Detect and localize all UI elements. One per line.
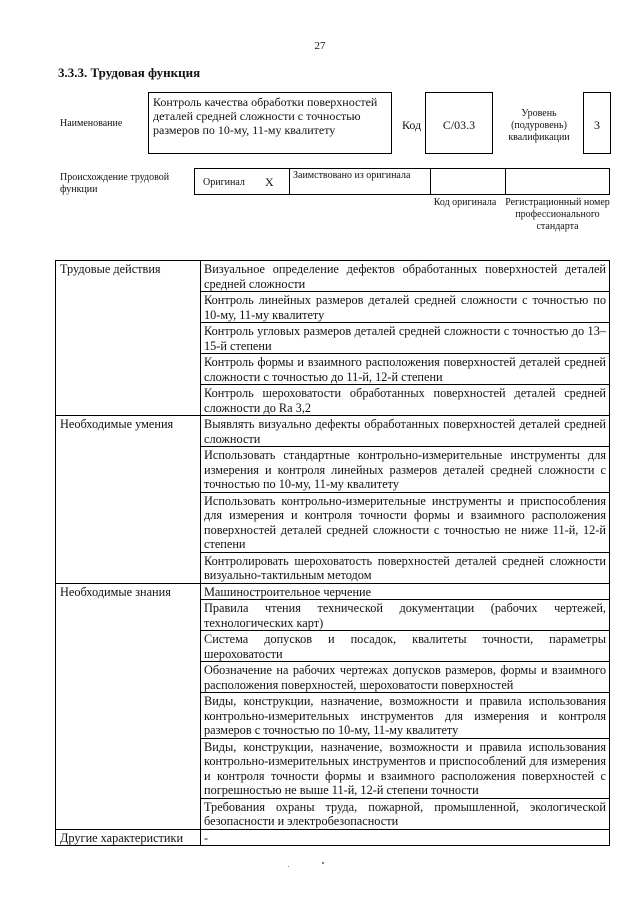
labor-actions-label: Трудовые действия [56, 261, 201, 416]
knowledge-item: Виды, конструкции, назначение, возможности и правила использования контрольно-измерительных инструментов и приспособлений для измерения и контроля точности формы и взаимного расположения поверхностей с погрешностью не выше 11-й, 12-й степени точности [201, 738, 610, 798]
code-original-caption: Код оригинала [433, 197, 497, 208]
skill-item: Выявлять визуально дефекты обработанных поверхностей деталей средней сложности [201, 416, 610, 447]
origin-divider [289, 169, 290, 194]
labor-action-item: Контроль шероховатости обработанных поверхностей деталей средней сложности до Ra 3,2 [201, 385, 610, 416]
other-characteristics-label: Другие характеристики [56, 829, 201, 846]
section-title: 3.3.3. Трудовая функция [58, 65, 201, 80]
origin-label: Происхождение трудовой функции [60, 172, 170, 195]
labor-action-item: Визуальное определение дефектов обработанных поверхностей деталей средней сложности [201, 261, 610, 292]
original-mark: X [265, 175, 274, 189]
other-characteristics-value: - [201, 829, 610, 846]
knowledge-item: Обозначение на рабочих чертежах допусков размеров, формы и взаимного расположения поверхностей, шероховатости поверхностей [201, 662, 610, 693]
scan-speck [288, 866, 289, 867]
knowledge-item: Виды, конструкции, назначение, возможности и правила использования контрольно-измерительных инструментов для измерения и контроля размеров с точностью по 10-му, 11-му квалитету [201, 693, 610, 739]
qualification-level-value: 3 [583, 92, 611, 154]
function-details-table [55, 260, 610, 846]
original-label: Оригинал [203, 177, 245, 188]
origin-divider [505, 169, 506, 194]
page-number: 27 [314, 40, 326, 52]
registration-number-caption: Регистрационный номер профессионального стандарта [505, 197, 610, 232]
function-name: Контроль качества обработки поверхностей деталей средней сложности с точностью размеров по 10-му, 11-му квалитету [148, 92, 392, 154]
table-row [56, 261, 610, 292]
skill-item: Использовать контрольно-измерительные инструменты и приспособления для измерения и контроля точности формы и взаимного расположения поверхностей деталей средней сложности с точностью не ниже 11-й, 12-й степени [201, 492, 610, 552]
knowledge-item: Система допусков и посадок, квалитеты точности, параметры шероховатости [201, 631, 610, 662]
knowledge-item: Машиностроительное черчение [201, 583, 610, 600]
table-row [56, 829, 610, 846]
qualification-level-label: Уровень (подуровень) квалификации [508, 108, 570, 143]
skills-label: Необходимые умения [56, 416, 201, 584]
code-value: C/03.3 [425, 92, 493, 154]
table-row [56, 416, 610, 447]
skill-item: Использовать стандартные контрольно-измерительные инструменты для измерения и контроля линейных размеров деталей средней сложности с точностью по 10-му, 11-му квалитету [201, 447, 610, 493]
labor-action-item: Контроль угловых размеров деталей средней сложности с точностью до 13–15-й степени [201, 323, 610, 354]
labor-action-item: Контроль формы и взаимного расположения поверхностей деталей средней сложности с точностью до 11-й, 12-й степени [201, 354, 610, 385]
origin-table [194, 168, 610, 195]
knowledge-label: Необходимые знания [56, 583, 201, 829]
knowledge-item: Требования охраны труда, пожарной, промышленной, экологической безопасности и электробезопасности [201, 798, 610, 829]
scan-speck [322, 862, 324, 864]
origin-divider [430, 169, 431, 194]
name-label: Наименование [60, 118, 123, 129]
code-label: Код [402, 118, 422, 132]
knowledge-item: Правила чтения технической документации (рабочих чертежей, технологических карт) [201, 600, 610, 631]
table-row [56, 583, 610, 600]
labor-action-item: Контроль линейных размеров деталей средней сложности с точностью по 10-му, 11-му квалитету [201, 292, 610, 323]
borrowed-label: Заимствовано из оригинала [293, 170, 411, 181]
skill-item: Контролировать шероховатость поверхностей деталей средней сложности визуально-тактильным методом [201, 552, 610, 583]
